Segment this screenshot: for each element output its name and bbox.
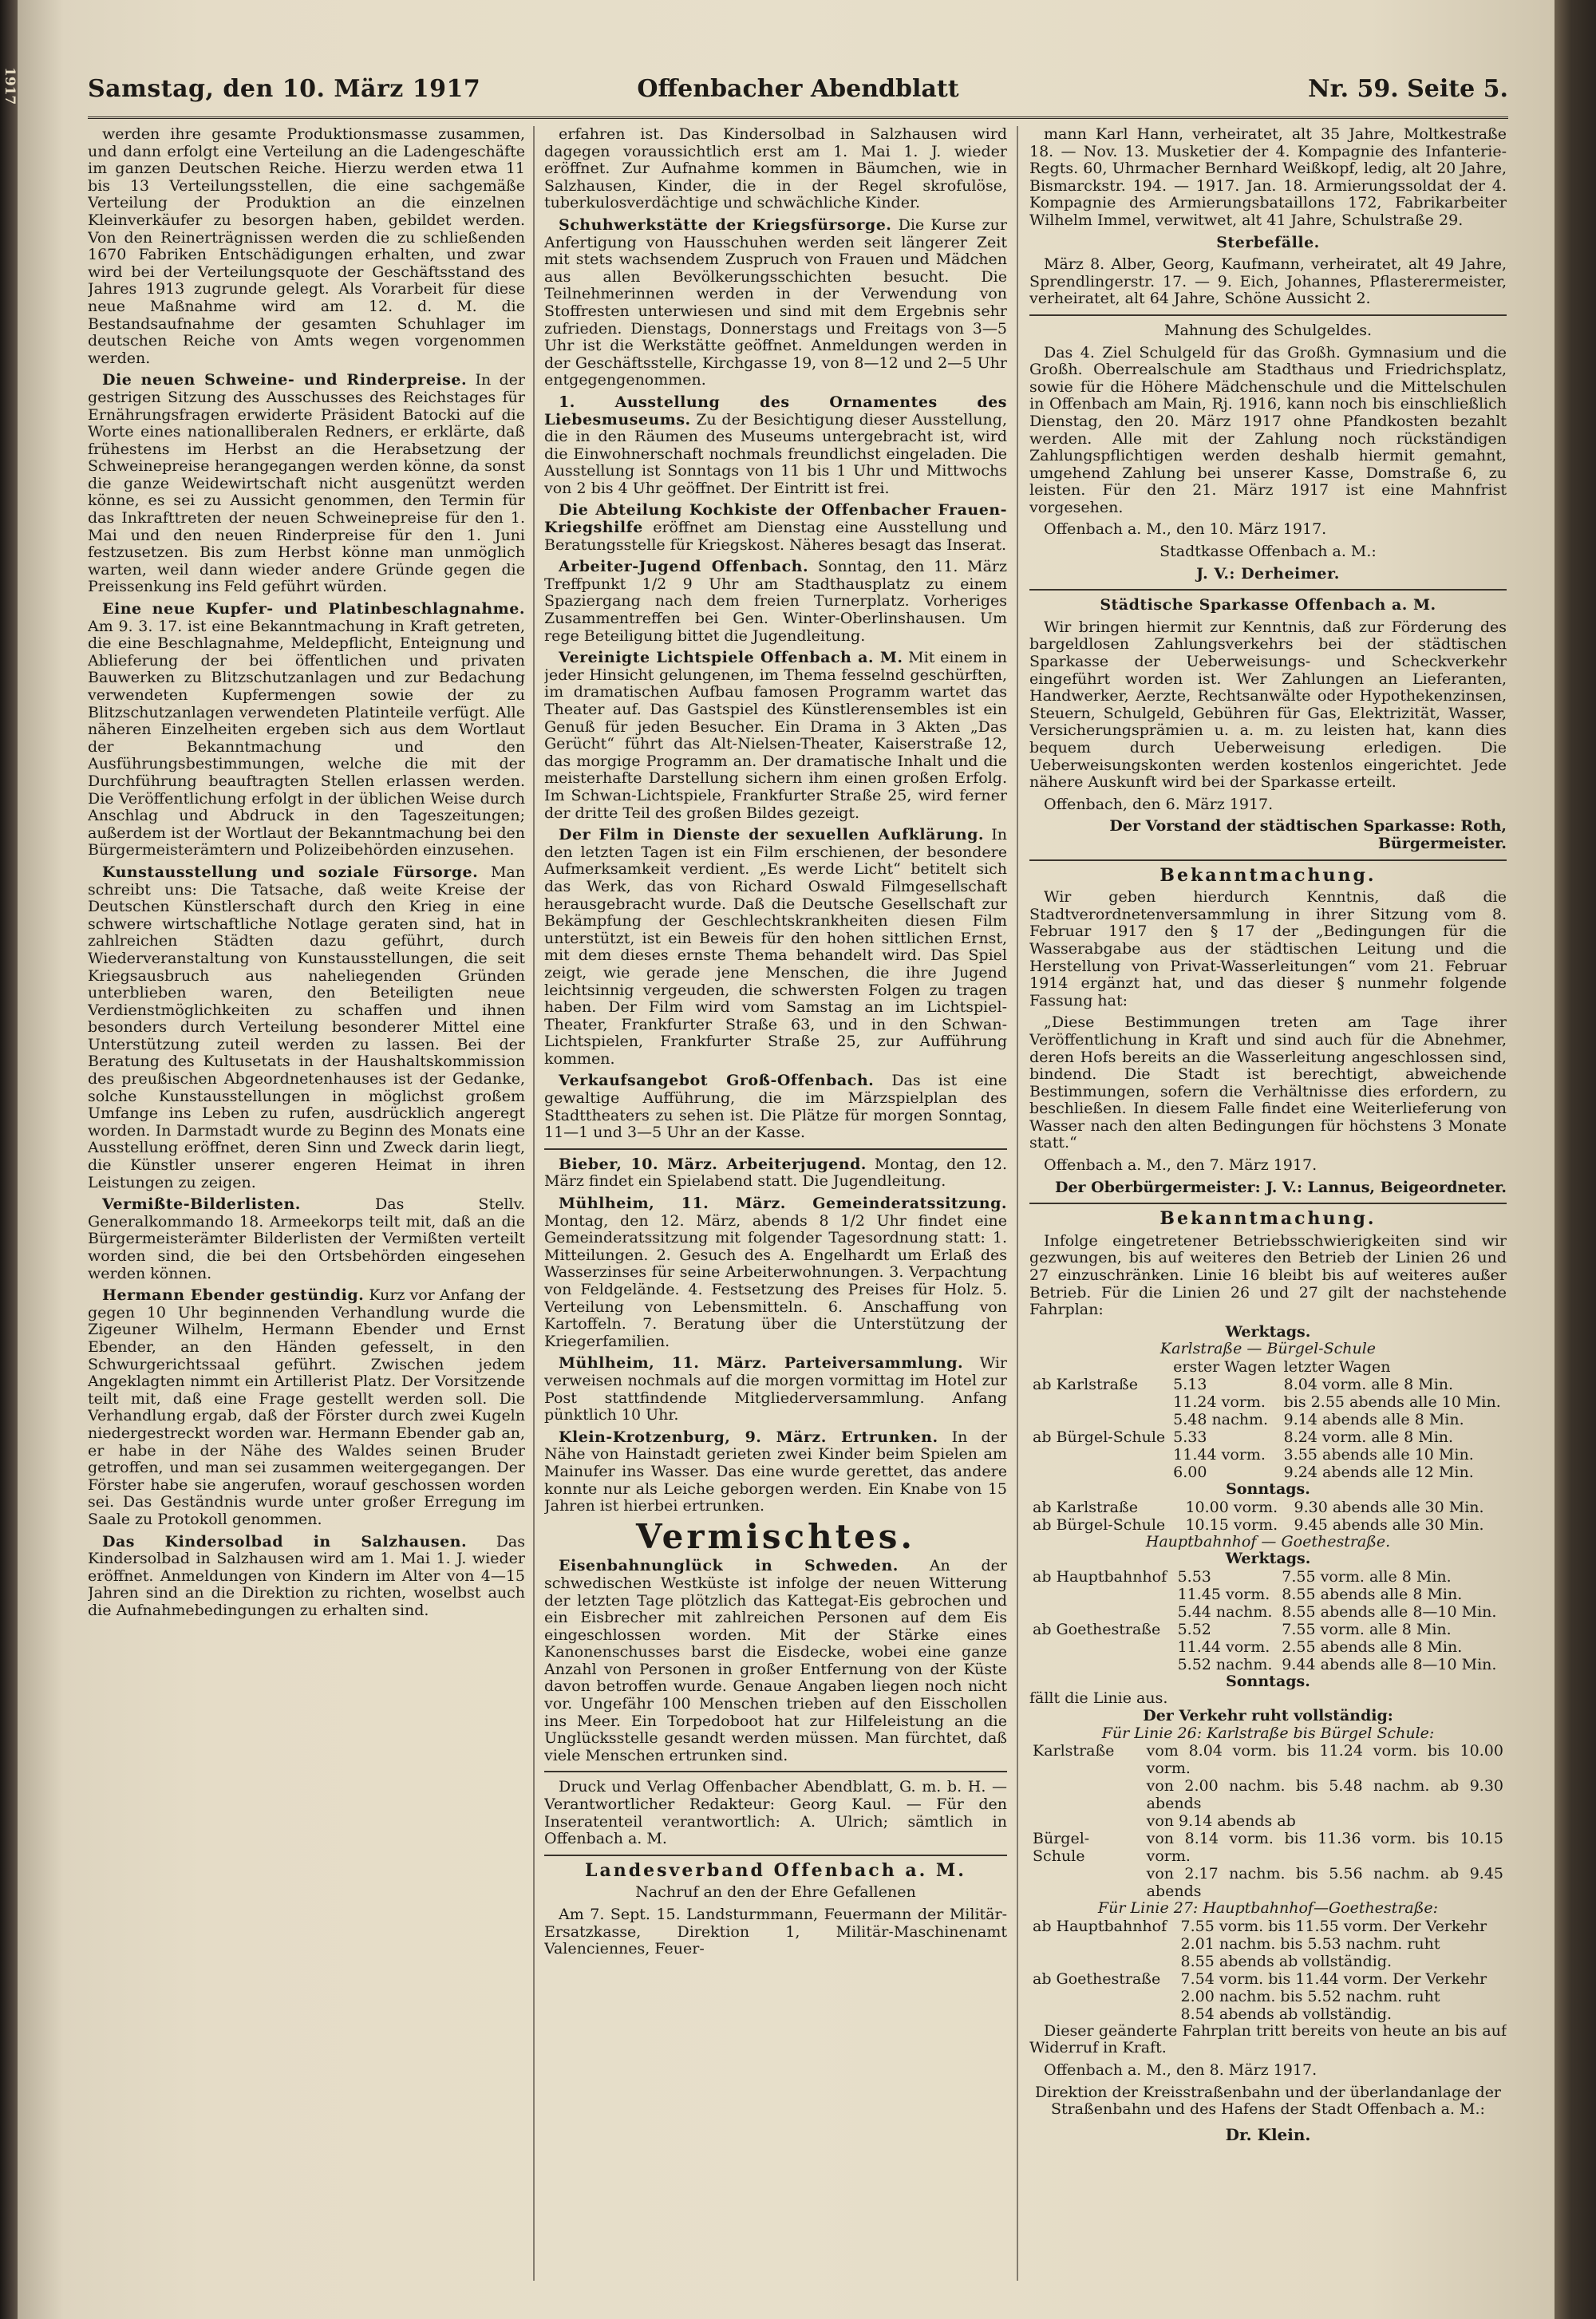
timetable-cell: von 8.14 vorm. bis 11.36 vorm. bis 10.15 vorm. [1146,1830,1503,1866]
notice-place-date: Offenbach, den 6. März 1917. [1044,795,1274,813]
timetable-cell: 7.55 vorm. alle 8 Min. [1282,1567,1452,1586]
timetable-row [1029,1603,1507,1621]
article-paragraph [544,1156,1007,1191]
timetable-cell: 9.14 abends alle 8 Min. [1283,1411,1464,1428]
article-heading: Vereinigte Lichtspiele Offenbach a. M. [559,649,903,667]
timetable [1029,1918,1507,2023]
article-text: Das Kindersolbad in Salzhausen wird am 1. Mai 1. J. wieder eröffnet. Anmeldungen von Kindern im Alter von 4—15 Jahren sind an die Direktion zu richten, woselbst auch die Aufnahmebedingungen zu erhalten sind. [88,1532,525,1619]
timetable-cell: 10.15 vorm. [1185,1515,1278,1534]
timetable-cell [1029,1777,1144,1812]
timetable-cell: ab Goethestraße [1033,1969,1161,1988]
article-paragraph [544,1429,1007,1515]
timetable-cell: 5.44 nachm. [1177,1602,1273,1621]
timetable-cell: ab Karlstraße [1033,1498,1138,1516]
timetable-heading: Der Verkehr ruht vollständig: [1143,1706,1393,1724]
issue-date: Samstag, den 10. März 1917 [88,75,481,103]
timetable-cell: 8.54 abends ab vollständig. [1180,2005,1393,2023]
timetable-row [1029,1935,1507,1953]
timetable-cell: 11.45 vorm. [1177,1585,1270,1603]
timetable-row [1029,1830,1507,1865]
timetable-row [1029,1656,1507,1673]
article-heading: Eisenbahnunglück in Schweden. [559,1557,899,1575]
timetable-cell [1029,1638,1175,1656]
timetable-cell: 8.24 vorm. alle 8 Min. [1283,1428,1454,1446]
newspaper-title: Offenbacher Abendblatt [637,75,959,103]
timetable-cell: 9.44 abends alle 8—10 Min. [1282,1655,1497,1673]
announcement-place-date: Offenbach a. M., den 8. März 1917. [1044,2060,1317,2079]
section-title-vermischtes: Vermischtes. [635,1516,916,1556]
article-heading: Arbeiter-Jugend Offenbach. [559,558,809,576]
section-divider [1029,1203,1507,1204]
article-text: Montag, den 12. März, abends 8 1/2 Uhr findet eine Gemeinderatssitzung mit folgender Tagesordnung statt: 1. Mitteilungen. 2. Gesuch des A. Engelhardt um Erlaß des Wasserzinses für seine Arbeiterwohnungen. 3. Verpachtung von Feldgelände. 4. Festsetzung des Preises für Holz. 5. Verteilung von Lebensmitteln. 6. Anschaffung von Kartoffeln. 7. Beratung über die Unterstützung der Kriegerfamilien. [544,1211,1007,1350]
article-heading: Klein-Krotzenburg, 9. März. Ertrunken. [559,1428,938,1446]
column-2 [544,126,1007,2281]
announcement-signature: Der Oberbürgermeister: J. V.: Lannus, Beigeordneter. [1054,1178,1507,1196]
timetable-body [1029,1499,1507,1534]
timetable-row [1029,1812,1507,1830]
timetable-row [1029,1516,1507,1534]
article-heading: Das Kindersolbad in Salzhausen. [102,1532,468,1551]
timetable-heading: Werktags. [1225,1550,1311,1568]
timetable-cell: letzter Wagen [1283,1358,1391,1376]
article-text: Mit einem in jeder Hinsicht gelungenen, im Thema fesselnd geschürften, im dramatischen Aufbau famosen Programm wartet das Theater auf. Das Gastspiel des Künstlerensembles ist ein Genuß für jeden Besucher. Ein Drama in 3 Akten „Das Gerücht“ führt das Alt-Nielsen-Theater, Kaiserstraße 12, das morgige Programm an. Der dramatische Inhalt und die meisterhafte Darstellung sichern ihm einen großen Erfolg. Im Schwan-Lichtspiele, Frankfurter Straße 25, wird ferner der dritte Teil des großen Bildes gezeigt. [544,649,1007,822]
timetable-cell: 8.55 abends ab vollständig. [1180,1952,1393,1970]
timetable-cell: 11.44 vorm. [1177,1638,1270,1656]
notice-heading: Städtische Sparkasse Offenbach a. M. [1100,596,1436,614]
timetable-row [1029,1918,1507,1935]
announcement-heading: Bekanntmachung. [1159,864,1377,886]
page-number: Nr. 59. Seite 5. [1308,75,1508,103]
timetable-cell [1029,1586,1175,1603]
article-paragraph [544,559,1007,645]
timetable-row [1029,1376,1507,1393]
announcement-signature-name: Dr. Klein. [1225,2124,1311,2144]
article-heading: Die Abteilung Kochkiste der Offenbacher Frauen-Kriegshilfe [544,501,1007,537]
article-heading: Vermißte-Bilderlisten. [102,1195,301,1214]
article-text: Sonntag, den 11. März Treffpunkt 1/2 9 Uhr am Stadthausplatz zu einem Spaziergang nach dem freien Turnerplatz. Vorheriges Zusammentreffen bei Gen. Winter-Oberlinshausen. Um rege Beteiligung bittet die Jugendleitung. [544,558,1007,645]
article-paragraph [544,394,1007,498]
article-paragraph [544,1558,1007,1764]
column-3 [1029,126,1507,2281]
article-paragraph [544,650,1007,822]
timetable-cell: bis 2.55 abends alle 10 Min. [1283,1393,1501,1411]
timetable-cell: 7.55 vorm. alle 8 Min. [1282,1620,1452,1638]
notice-text: Das 4. Ziel Schulgeld für das Großh. Gymnasium und die Großh. Oberrealschule am Stadthaus und Friedrichsplatz, sowie für die Höhere Mädchenschule und die Mittelschulen in Offenbach am Main, Rj. 1916, kann noch bis einschließlich Dienstag, den 20. März 1917 ohne Pfandkosten bezahlt werden. Alle mit der Zahlung noch rückständigen Zahlungspflichtigen werden deshalb hiermit gemahnt, umgehend Zahlung bei unserer Kasse, Domstraße 6, zu leisten. Für den 21. März 1917 ist eine Mahnfrist vorgesehen. [1029,343,1507,516]
timetable-cell: 9.24 abends alle 12 Min. [1283,1464,1474,1481]
article-paragraph [88,1196,525,1282]
article-text: Wir verweisen nochmals auf die morgen vormittag im Hotel zur Post stattfindende Mitgliederversammlung. Anfang pünktlich 10 Uhr. [544,1354,1007,1424]
timetable-row [1029,1777,1507,1812]
article-paragraph [544,1355,1007,1424]
timetable-body [1029,1568,1507,1673]
article-heading: Verkaufsangebot Groß-Offenbach. [559,1072,875,1090]
timetable-cell: 6.00 [1173,1464,1207,1481]
page-edge [1555,0,1596,2319]
timetable-cell: 5.52 nachm. [1177,1655,1273,1673]
timetable-route: Hauptbahnhof — Goethestraße. [1145,1532,1391,1551]
timetable-row [1029,1586,1507,1603]
timetable-cell: 10.00 vorm. [1185,1498,1278,1516]
notice-signature: Der Vorstand der städtischen Sparkasse: Roth, Bürgermeister. [1109,817,1507,852]
timetable-cell: 2.00 nachm. bis 5.52 nachm. ruht [1180,1987,1440,2005]
article-heading: Hermann Ebender gestündig. [102,1286,365,1305]
article-heading: Bieber, 10. März. Arbeiterjugend. [559,1155,867,1173]
imprint: Druck und Verlag Offenbacher Abendblatt, G. m. b. H. — Verantwortlicher Redakteur: Georg Kaul. — Für den Inseratenteil verantwortlich: A. Ulrich; sämtlich in Offenbach a. M. [544,1778,1007,1848]
article-text: An der schwedischen Westküste ist infolge der neuen Witterung der letzten Tage plötzlich das Kattegat-Eis gebrochen und ein Eisbrecher mit zahlreichen Personen auf dem Eis eingeschlossen worden. Mit der Stärke eines Kanonenschusses barst die Eisdecke, wobei eine ganze Anzahl von Personen in großer Entfernung von der Küste davon betroffen wurde. Genaue Angaben liegen noch nicht vor. Ungefähr 100 Menschen trieben auf den Eisschollen ins Meer. Ein Torpedoboot hat zur Hilfeleistung an die Unglücksstelle gesandt werden müssen. Man fürchtet, daß viele Menschen ertrunken sind. [544,1557,1007,1764]
column-rule [533,126,535,2281]
timetable-cell: von 2.17 nachm. bis 5.56 nachm. ab 9.45 abends [1146,1865,1503,1901]
announcement-text: Infolge eingetretener Betriebsschwierigkeiten sind wir gezwungen, bis auf weiteres den Betrieb der Linien 26 und 27 einzuschränken. Linie 16 bleibt bis auf weiteres außer Betrieb. Für die Linien 26 und 27 gilt der nachstehende Fahrplan: [1029,1231,1507,1319]
timetable-row [1029,1428,1507,1446]
timetable-body [1029,1376,1507,1481]
timetable-row [1029,2005,1507,2023]
notice-place-date: Offenbach a. M., den 10. März 1917. [1044,520,1327,539]
article-text: Man schreibt uns: Die Tatsache, daß weite Kreise der Deutschen Künstlerschaft durch den Krieg in eine schwere wirtschaftliche Notlage geraten sind, hat in zahlreichen Städten dazu geführt, durch Wiederveranstaltung von Kunstausstellungen, die seit Kriegsausbruch aus naheliegenden Gründen unterblieben waren, den Beteiligten neue Verdienstmöglichkeiten zu schaffen und ihnen besonders durch Verteilung besonderer Mittel eine Unterstützung zuteil werden zu lassen. Bei der Beratung des Kultusetats in der Haushaltskommission des preußischen Abgeordnetenhauses ist der Gedanke, solche Kunstausstellungen in möglichst großem Umfange ins Leben zu rufen, ausdrücklich angeregt worden. In Darmstadt wurde zu Beginn des Monats eine Ausstellung eröffnet, deren Sinn und Zweck darin liegt, die Künstler unserer engeren Heimat in ihren Leistungen zu zeigen. [88,863,525,1191]
masthead [88,69,1508,119]
timetable-heading: Sonntags. [1226,1672,1310,1690]
deaths-heading: Sterbefälle. [1216,233,1320,251]
registry-deaths: März 8. Alber, Georg, Kaufmann, verheiratet, alt 49 Jahre, Sprendlingerstr. 17. — 9. Eich, Johannes, Pflasterermeister, verheiratet, alt 64 Jahre, Schöne Aussicht 2. [1029,255,1507,308]
article-heading: Der Film in Dienste der sexuellen Aufklärung. [559,826,984,844]
timetable [1029,1499,1507,1534]
timetable-row [1029,1970,1507,1988]
timetable-cell: 7.54 vorm. bis 11.44 vorm. Der Verkehr [1180,1969,1487,1988]
timetable-cell: von 9.14 abends ab [1146,1812,1296,1831]
timetable-cell: 8.55 abends alle 8 Min. [1282,1585,1463,1603]
article-paragraph [544,502,1007,554]
timetable-cell [1029,1358,1170,1376]
timetable-route: Für Linie 26: Karlstraße bis Bürgel Schule: [1101,1724,1435,1742]
article-text: Das ist eine gewaltige Aufführung, die im Märzspielplan des Stadttheaters zu sehen ist. Die Plätze für morgen Sonntag, 11—1 und 3—5 Uhr an der Kasse. [544,1072,1007,1142]
article-paragraph [88,1287,525,1528]
obituary-subheading: Nachruf an den der Ehre Gefallenen [635,1883,916,1902]
article-paragraph [544,1073,1007,1141]
timetable-note: fällt die Linie aus. [1029,1689,1168,1708]
section-divider [1029,859,1507,861]
timetable-cell [1029,1603,1175,1621]
article-paragraph [544,217,1007,389]
timetable-cell [1029,1988,1178,2005]
obituary-text: Am 7. Sept. 15. Landsturmmann, Feuermann der Militär-Ersatzkasse, Direktion 1, Militär-Maschinenamt Valenciennes, Feuer- [544,1906,1007,1958]
timetable-row [1029,1464,1507,1481]
timetable-row [1029,1446,1507,1464]
timetable-cell [1029,1865,1144,1900]
timetable-cell: 9.30 abends alle 30 Min. [1294,1498,1484,1516]
timetable-row [1029,1988,1507,2005]
timetable-row [1029,1638,1507,1656]
article-text: Am 9. 3. 17. ist eine Bekanntmachung in Kraft getreten, die eine Beschlagnahme, Meldepflicht, Enteignung und Ablieferung der bei öffentlichen und privaten Bauwerken zu Blitzschutzanlagen und zur Bedachung verwendeten Kupfermengen sowie der zu Blitzschutzanlagen verwendeten Platinteile verfügt. Alle näheren Einzelheiten ergeben sich aus dem Wortlaut der Bekanntmachung und den Ausführungsbestimmungen, welche die mit der Durchführung beauftragten Stellen erlassen werden. Die Veröffentlichung erfolgt in der üblichen Weise durch Anschlag und Abdruck in den Tageszeitungen; außerdem ist der Wortlaut der Bekanntmachung bei den Bürgermeisterämtern und Polizeibehörden einzusehen. [88,617,525,859]
timetable-route: Karlstraße — Bürgel-Schule [1159,1340,1377,1358]
article-paragraph [544,1195,1007,1350]
timetable-row [1029,1953,1507,1970]
obituary-heading: Landesverband Offenbach a. M. [585,1859,966,1881]
timetable-row [1029,1568,1507,1586]
timetable [1029,1568,1507,1673]
article-paragraph: werden ihre gesamte Produktionsmasse zusammen, und dann erfolgt eine Verteilung an die Ladengeschäfte im ganzen Deutschen Reiche. Hierzu werden etwa 11 bis 13 Verteilungsstellen, die eine sachgemäße Verteilung der Produktion an die einzelnen Kleinverkäufer zu besorgen haben, gebildet werden. Von den Reinerträgnissen werden die zu schließenden 1670 Fabriken Entschädigungen erhalten, und zwar wird bei der Verteilungsquote der Geschäftsstand des Jahres 1913 zugrunde gelegt. Als Vorarbeit für diese neue Maßnahme wird am 12. d. M. die Bestandsaufnahme der gesamten Schuhlager im deutschen Reiche von Amts wegen vorgenommen werden. [88,126,525,367]
timetable-row [1029,1865,1507,1900]
timetable-header-row [1029,1358,1507,1376]
article-paragraph: erfahren ist. Das Kindersolbad in Salzhausen wird dagegen voraussichtlich erst am 1. Mai 1. J. wieder eröffnet. Zur Aufnahme kommen in Bäumchen, wie in Salzhausen, Kinder, die in der Regel skrofulöse, tuberkulosverdächtige und schwächliche Kinder. [544,126,1007,212]
timetable-cell [1029,1411,1170,1428]
article-paragraph [88,1534,525,1620]
notice-signature: Stadtkasse Offenbach a. M.: [1159,543,1377,561]
timetable-cell [1029,1935,1178,1953]
announcement-quote: „Diese Bestimmungen treten am Tage ihrer Veröffentlichung in Kraft und sind auch für die Abnehmer, deren Hofs bereits an die Wasserleitung angeschlossen sind, bindend. Die Stadt ist berechtigt, abweichende Bestimmungen, sofern die Verhältnisse dies erfordern, zu beschließen. In diesem Falle findet eine Weiterlieferung von Wasser nach den alten Bedingungen für höchstens 3 Monate statt.“ [1029,1013,1507,1152]
timetable [1029,1742,1507,1900]
article-heading: 1. Ausstellung des Ornamentes des Liebesmuseums. [544,393,1007,429]
article-heading: Kunstausstellung und soziale Fürsorge. [102,863,479,881]
timetable-cell: 5.48 nachm. [1173,1411,1269,1428]
timetable-cell [1029,1812,1144,1830]
article-heading: Schuhwerkstätte der Kriegsfürsorge. [559,215,892,234]
article-paragraph [88,864,525,1191]
notice-text: Wir bringen hiermit zur Kenntnis, daß zur Förderung des bargeldlosen Zahlungsverkehrs bei der städtischen Sparkasse der Ueberweisungs- und Scheckverkehr eingeführt worden ist. Wer Zahlungen an Lieferanten, Handwerker, Aerzte, Rechtsanwälte oder Hypothekenzinsen, Steuern, Schulgeld, Gebühren für Gas, Elektrizität, Wasser, Versicherungsprämien u. a. m. zu leisten hat, kann dies bequem durch Ueberweisung erledigen. Die Ueberweisungskonten werden kostenlos eingerichtet. Jede nähere Auskunft wird bei der Sparkasse erteilt. [1029,618,1507,792]
timetable-body [1029,1742,1507,1900]
column-1 [88,126,525,2281]
article-text: Zu der Besichtigung dieser Ausstellung, die in den Räumen des Museums untergebracht ist, wird die Einwohnerschaft nochmals freundlichst eingeladen. Die Ausstellung ist Sonntags von 11 bis 1 Uhr und Mittwochs von 2 bis 4 Uhr geöffnet. Der Eintritt ist frei. [544,410,1007,497]
timetable-cell: 11.44 vorm. [1173,1446,1266,1464]
article-text: eröffnet am Dienstag eine Ausstellung und Beratungsstelle für Kriegskost. Näheres besagt das Inserat. [544,519,1007,554]
timetable-cell: ab Bürgel-Schule [1033,1515,1166,1534]
timetable-route: Für Linie 27: Hauptbahnhof—Goethestraße: [1097,1899,1439,1918]
timetable-heading: Werktags. [1225,1322,1311,1341]
timetable-cell: 2.01 nachm. bis 5.53 nachm. ruht [1180,1934,1440,1953]
article-heading: Mühlheim, 11. März. Parteiversammlung. [559,1354,964,1373]
timetable-cell: erster Wagen [1173,1358,1277,1376]
timetable-cell: 8.04 vorm. alle 8 Min. [1283,1376,1454,1393]
timetable-row [1029,1411,1507,1428]
article-text: In der Nähe von Hainstadt gerieten zwei Kinder beim Spielen am Mainufer ins Wasser. Das eine wurde gerettet, das andere konnte nur als Leiche geborgen werden. Ein Knabe von 15 Jahren ist hierbei ertrunken. [544,1428,1007,1515]
article-text: Das Stellv. Generalkommando 18. Armeekorps teilt mit, daß an die Bürgermeisterämter Bilderlisten der Vermißten verteilt worden sind, die bei den Ortsbehörden eingesehen werden können. [88,1195,525,1282]
timetable-cell: 3.55 abends alle 10 Min. [1283,1446,1474,1464]
timetable-cell: vom 8.04 vorm. bis 11.24 vorm. bis 10.00 vorm. [1146,1742,1503,1778]
article-text: Montag, den 12. März findet ein Spielabend statt. Die Jugendleitung. [544,1155,1007,1191]
column-rule [1017,126,1018,2281]
timetable-row [1029,1499,1507,1516]
timetable-cell: 5.33 [1173,1428,1207,1446]
timetable-cell: 7.55 vorm. bis 11.55 vorm. Der Verkehr [1180,1917,1487,1935]
article-text: Die Kurse zur Anfertigung von Hausschuhen werden seit längerer Zeit mit stets wachsendem Zuspruch von Frauen und Mädchen aus allen Bevölkerungsschichten besucht. Die Teilnehmerinnen werden in der Verwendung von Stoffresten unterwiesen und sind mit dem Ergebnis sehr zufrieden. Dienstags, Donnerstags und Freitags von 3—5 Uhr ist die Werkstätte geöffnet. Anmeldungen werden in der Geschäftsstelle, Kirchgasse 19, von 8—12 und 2—5 Uhr entgegengenommen. [544,215,1007,389]
announcement-signature: Direktion der Kreisstraßenbahn und der überlandanlage der Straßenbahn und des Hafens der Stadt Offenbach a. M.: [1034,2083,1502,2119]
timetable-row [1029,1742,1507,1777]
timetable-cell: 8.55 abends alle 8—10 Min. [1282,1602,1497,1621]
timetable-cell [1029,1446,1170,1464]
timetable-cell: 5.53 [1177,1567,1211,1586]
section-divider [544,1855,1007,1856]
timetable-cell: ab Karlstraße [1033,1376,1138,1393]
timetable-body [1029,1918,1507,2023]
timetable-cell: Bürgel-Schule [1033,1830,1090,1866]
section-divider [1029,314,1507,316]
notice-signature-name: J. V.: Derheimer. [1196,564,1340,583]
timetable-cell: ab Hauptbahnhof [1033,1917,1167,1935]
article-heading: Die neuen Schweine- und Rinderpreise. [102,371,468,389]
timetable-cell [1029,2005,1178,2023]
timetable-cell: ab Bürgel-Schule [1033,1428,1166,1446]
article-heading: Mühlheim, 11. März. Gemeinderatssitzung. [559,1195,1007,1213]
timetable-cell: ab Hauptbahnhof [1033,1567,1167,1586]
section-divider [1029,589,1507,591]
binding-mark: 1917 [2,67,18,105]
timetable-cell [1029,1953,1178,1970]
timetable-cell: 5.13 [1173,1376,1207,1393]
article-text: In den letzten Tagen ist ein Film erschienen, der besondere Aufmerksamkeit verdient. „Es werde Licht“ betitelt sich das Werk, das von Richard Oswald Filmgesellschaft herausgebracht wurde. Daß die Deutsche Gesellschaft zur Bekämpfung der Geschlechtskrankheiten diesen Film unterstützt, ist ein Beweis für den hohen sittlichen Ernst, mit dem dieses ernste Thema behandelt wird. Das Spiel zeigt, wie gerade jene Menschen, die ihre Jugend leichtsinnig vergeuden, die schwersten Folgen zu tragen haben. Der Film wird vom Samstag an im Lichtspiel-Theater, Frankfurter Straße 63, und in den Schwan-Lichtspielen, Frankfurter Straße 25, zur Aufführung kommen. [544,826,1007,1068]
timetable-cell: 9.45 abends alle 30 Min. [1294,1515,1484,1534]
announcement-heading: Bekanntmachung. [1159,1208,1377,1230]
article-heading: Eine neue Kupfer- und Platinbeschlagnahme. [102,600,525,618]
timetable-cell [1029,1464,1170,1481]
timetable-cell: 11.24 vorm. [1173,1393,1266,1411]
announcement-text: Wir geben hierdurch Kenntnis, daß die Stadtverordnetenversammlung in ihrer Sitzung vom 8. Februar 1917 den § 17 der „Bedingungen für die Wasserabgabe aus der städtischen Leitung und die Herstellung von Privat-Wasserleitungen“ vom 21. Februar 1914 ergänzt hat, und das dieser § nunmehr folgende Fassung hat: [1029,888,1507,1009]
timetable-cell [1029,1656,1175,1673]
article-paragraph [88,601,525,859]
timetable-cell: 2.55 abends alle 8 Min. [1282,1638,1463,1656]
timetable-cell: ab Goethestraße [1033,1620,1161,1638]
section-divider [544,1148,1007,1150]
timetable-row [1029,1393,1507,1411]
timetable-cell [1029,1393,1170,1411]
timetable-cell: 5.52 [1177,1620,1211,1638]
article-paragraph [88,372,525,596]
article-text: Kurz vor Anfang der gegen 10 Uhr beginnenden Verhandlung wurde die Zigeuner Wilhelm, Hermann Ebender und Ernst Ebender, an den Händen gefesselt, in den Schwurgerichtssaal geführt. Zwischen jedem Angeklagten nimmt ein Artillerist Platz. Der Vorsitzende teilt mit, daß eine Frage gestellt werden soll. Die Verhandlung ergab, daß der Förster durch zwei Kugeln niedergestreckt worden war. Hermann Ebender gab an, er habe in der Nähe des Waldes seinen Bruder getroffen, und man sei zusammen weitergegangen. Der Förster habe sie angerufen, worauf geschossen worden sei. Das Geständnis wurde unter großer Erregung im Saale zu Protokoll genommen. [88,1286,525,1528]
section-divider [544,1771,1007,1772]
timetable-cell: von 2.00 nachm. bis 5.48 nachm. ab 9.30 abends [1146,1777,1503,1813]
notice-heading: Mahnung des Schulgeldes. [1163,321,1373,339]
article-text: In der gestrigen Sitzung des Ausschusses des Reichstages für Ernährungsfragen erwiderte Präsident Batocki auf die Worte eines nationalliberalen Redners, er erklärte, daß frühestens im Herbst an die Herabsetzung der Schweinepreise herangegangen werden könne, da sonst die ganze Weidewirtschaft nicht ausgenützt werden könne, es sei zu Aussicht genommen, den Termin für das Inkrafttreten der neuen Schweinepreise für den 1. Mai und den neuen Rinderpreise für den 1. Juni festzusetzen. Bis zum Herbst könne man unmöglich warten, weil dann wieder andere Gründe gegen die Preissenkung ins Feld geführt würden. [88,371,525,596]
timetable-row [1029,1621,1507,1638]
announcement-place-date: Offenbach a. M., den 7. März 1917. [1044,1156,1317,1175]
timetable-note: Dieser geänderte Fahrplan tritt bereits von heute an bis auf Widerruf in Kraft. [1029,2021,1507,2057]
timetable-cell: Karlstraße [1033,1742,1115,1760]
timetable [1029,1358,1507,1481]
registry-text: mann Karl Hann, verheiratet, alt 35 Jahre, Moltkestraße 18. — Nov. 13. Musketier der 4. Kompagnie des Infanterie-Regts. 60, Uhrmacher Bernhard Weißkopf, ledig, alt 20 Jahre, Bismarckstr. 194. — 1917. Jan. 18. Armierungssoldat der 4. Kompagnie des Armierungsbataillons 172, Fabrikarbeiter Wilhelm Immel, verwitwet, alt 41 Jahre, Schulstraße 29. [1029,126,1507,229]
article-paragraph [544,827,1007,1068]
timetable-heading: Sonntags. [1226,1480,1310,1498]
